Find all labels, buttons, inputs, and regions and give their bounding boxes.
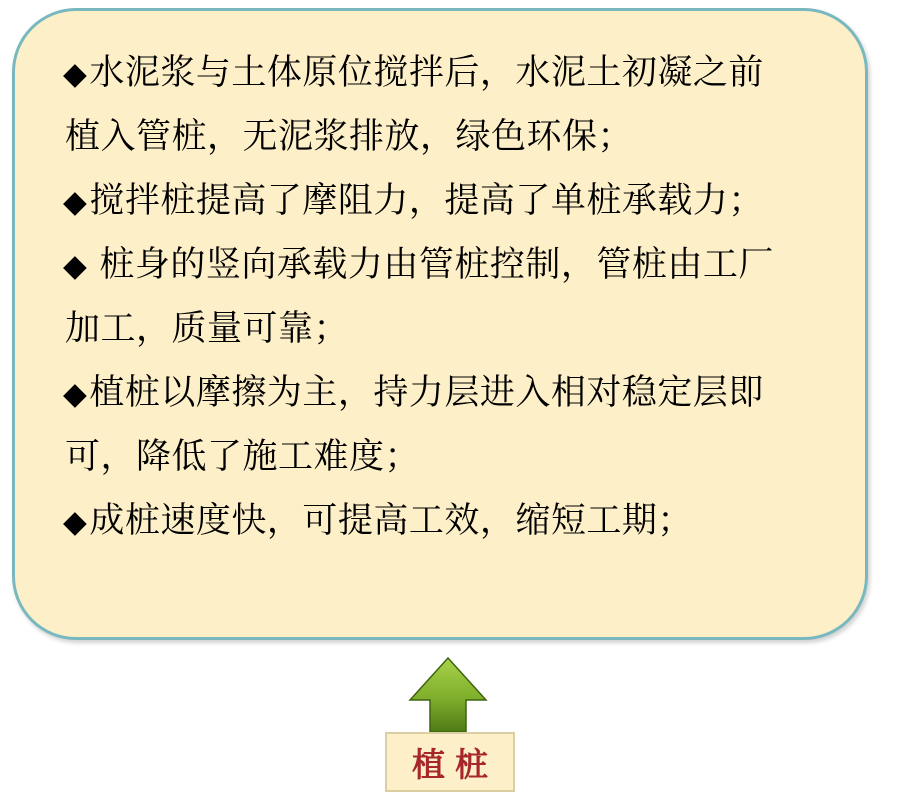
list-item (63, 105, 839, 169)
list-item (63, 233, 839, 297)
list-item (63, 489, 839, 553)
list-item (63, 425, 839, 489)
label-text: 植桩 (412, 747, 498, 784)
label-zhi-zhuang (385, 732, 515, 792)
list-item-text: 桩身的竖向承载力由管桩控制，管桩由工厂 (99, 245, 774, 284)
list-item-text: 成桩速度快，可提高工效，缩短工期； (89, 501, 693, 540)
diamond-bullet-icon: ◆ (63, 56, 88, 91)
list-item-text: 水泥浆与土体原位搅拌后，水泥土初凝之前 (89, 53, 764, 92)
callout-box (12, 8, 868, 640)
list-item-text: 搅拌桩提高了摩阻力，提高了单桩承载力； (89, 181, 764, 220)
diamond-bullet-icon: ◆ (63, 504, 88, 539)
list-item (63, 169, 839, 233)
diamond-bullet-icon: ◆ (63, 184, 88, 219)
list-item-text: 加工，质量可靠； (65, 309, 350, 348)
diamond-bullet-icon: ◆ (63, 376, 88, 411)
diamond-bullet-icon: ◆ (63, 248, 88, 283)
list-item-text: 植桩以摩擦为主，持力层进入相对稳定层即 (89, 373, 764, 412)
list-item (63, 41, 839, 105)
list-item (63, 297, 839, 361)
bullet-list (63, 41, 839, 619)
up-arrow-icon (406, 656, 490, 732)
list-item-text: 植入管桩，无泥浆排放，绿色环保； (65, 117, 634, 156)
list-item (63, 361, 839, 425)
list-item-text: 可，降低了施工难度； (65, 437, 421, 476)
